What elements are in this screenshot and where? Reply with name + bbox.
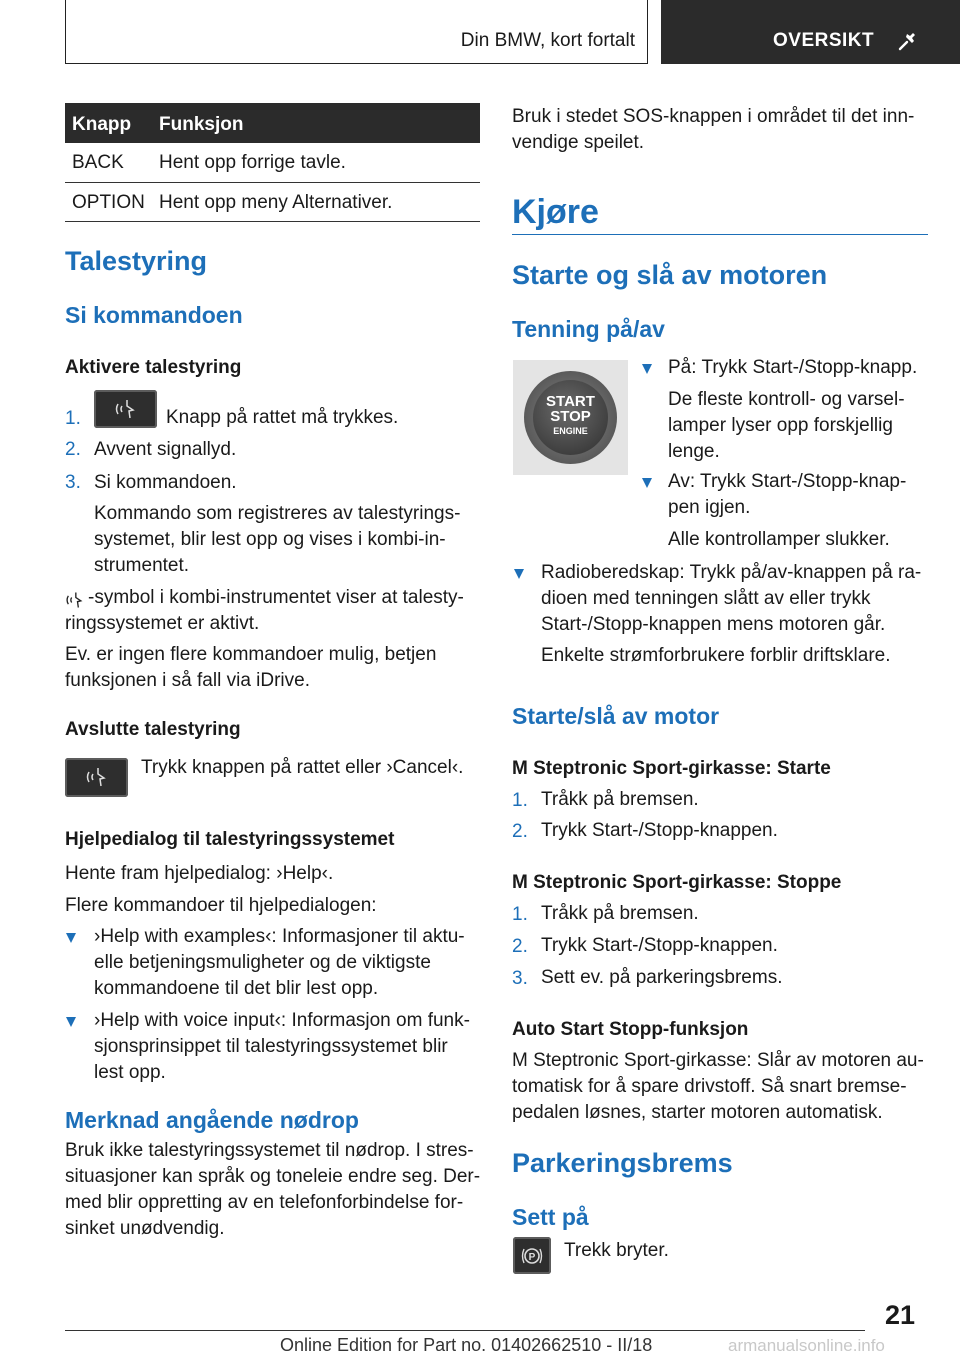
bullet-triangle-icon bbox=[66, 933, 76, 943]
text-line: pedalen løsnes, starter motoren automatisk. bbox=[512, 1102, 883, 1123]
header-section-title: Din BMW, kort fortalt bbox=[460, 30, 635, 51]
text-line: funksjonen i så fall via iDrive. bbox=[65, 670, 310, 691]
table-divider bbox=[65, 221, 480, 222]
no-more-commands bbox=[65, 642, 436, 694]
bullet-triangle-icon bbox=[66, 1017, 76, 1027]
table-divider bbox=[65, 182, 480, 183]
subheading-auto-start-stop: Auto Start Stopp-funksjon bbox=[512, 1019, 749, 1040]
table-cell: Hent opp forrige tavle. bbox=[159, 152, 346, 173]
subheading-activate: Aktivere talestyring bbox=[65, 357, 242, 378]
radio-body: Enkelte strømforbrukere forblir driftsklare. bbox=[541, 645, 891, 666]
auto-start-stop-text bbox=[512, 1048, 924, 1126]
voice-icon bbox=[114, 398, 138, 420]
voice-icon bbox=[85, 766, 109, 788]
symbol-note bbox=[65, 585, 485, 637]
text-line: -symbol i kombi-instrumentet viser at talesty- bbox=[88, 587, 464, 608]
text-line: Ev. er ingen flere kommandoer mulig, betjen bbox=[65, 644, 437, 665]
heading-talestyring: Talestyring bbox=[65, 246, 208, 276]
intro-text bbox=[512, 104, 914, 156]
header-tab[interactable] bbox=[661, 0, 960, 64]
subheading-start: M Steptronic Sport-girkasse: Starte bbox=[512, 758, 831, 779]
step-text: Avvent signallyd. bbox=[94, 439, 237, 460]
text-line: Bruk ikke talestyringssystemet til nødrop. I stres- bbox=[65, 1140, 474, 1161]
subheading-end: Avslutte talestyring bbox=[65, 719, 241, 740]
text-line: ›Help with voice input‹: Informasjon om funk- bbox=[94, 1010, 470, 1031]
step-number: 1. bbox=[512, 790, 528, 811]
text-line: Kommando som registreres av talestyrings- bbox=[94, 503, 461, 524]
text-line: systemet, blir lest opp og vises i kombi-in- bbox=[94, 529, 446, 550]
step3-body bbox=[94, 501, 460, 579]
parking-brake-icon bbox=[520, 1244, 544, 1268]
text-line: M Steptronic Sport-girkasse: Slår av motoren au- bbox=[512, 1050, 924, 1071]
heading-parking-brake: Parkeringsbrems bbox=[512, 1148, 733, 1178]
step-text: Tråkk på bremsen. bbox=[541, 789, 699, 810]
text-line: sjonsprinsippet til talestyringssystemet blir bbox=[94, 1036, 448, 1057]
table-header bbox=[65, 103, 480, 143]
parking-brake-switch-image bbox=[513, 1237, 551, 1274]
text-line: tomatisk for å spare drivstoff. Så snart bremse- bbox=[512, 1076, 907, 1097]
table-col-knapp: Knapp bbox=[72, 114, 132, 135]
table-cell: Hent opp meny Alternativer. bbox=[159, 192, 393, 213]
text-line: ›Help with examples‹: Informasjoner til aktu- bbox=[94, 926, 465, 947]
text-line: situasjoner kan språk og toneleie endre seg. Der- bbox=[65, 1166, 481, 1187]
ignition-on: På: Trykk Start-/Stopp-knapp. bbox=[668, 357, 918, 378]
header-section-box bbox=[65, 0, 648, 64]
heading-rule bbox=[512, 234, 928, 235]
svg-text:P: P bbox=[528, 1252, 536, 1263]
heading-ignition: Tenning på/av bbox=[512, 316, 665, 342]
text-line: sinket unødvendig. bbox=[65, 1218, 225, 1239]
step-text: Trykk Start-/Stopp-knappen. bbox=[541, 935, 778, 956]
step-text: Knapp på rattet må trykkes. bbox=[166, 407, 399, 428]
step-text: Sett ev. på parkeringsbrems. bbox=[541, 967, 783, 988]
heading-start-engine: Starte/slå av motor bbox=[512, 703, 720, 729]
text-line: lest opp. bbox=[94, 1062, 166, 1083]
page-number: 21 bbox=[885, 1300, 916, 1330]
stop-label: STOP bbox=[550, 408, 591, 425]
table-cell: OPTION bbox=[72, 192, 145, 213]
bullet-item bbox=[94, 1008, 470, 1086]
text-line: strumentet. bbox=[94, 555, 190, 576]
table-cell: BACK bbox=[72, 152, 124, 173]
heading-emergency: Merknad angående nødrop bbox=[65, 1107, 359, 1133]
step-number: 2. bbox=[512, 936, 528, 957]
footer-text: Online Edition for Part no. 01402662510 - II/18 bbox=[280, 1335, 653, 1355]
text-line: ringssystemet er aktivt. bbox=[65, 613, 260, 634]
header-tab-label: OVERSIKT bbox=[773, 30, 875, 51]
bullet-triangle-icon bbox=[642, 478, 652, 488]
emergency-text bbox=[65, 1138, 480, 1242]
heading-si-kommandoen: Si kommandoen bbox=[65, 302, 243, 328]
text-line: Radioberedskap: Trykk på/av-knappen på ra- bbox=[541, 562, 922, 583]
text-line: Bruk i stedet SOS-knappen i området til det inn- bbox=[512, 106, 915, 127]
step-text: Si kommandoen. bbox=[94, 472, 237, 493]
step-number: 3. bbox=[512, 968, 528, 989]
start-stop-button-image bbox=[513, 360, 628, 475]
step-number: 2. bbox=[512, 821, 528, 842]
text-line: med blir oppretting av en telefonforbindelse for- bbox=[65, 1192, 464, 1213]
bullet-item bbox=[94, 924, 465, 1002]
bullet-triangle-icon bbox=[514, 569, 524, 579]
subheading-help: Hjelpedialog til talestyringssystemet bbox=[65, 829, 395, 850]
step-number: 1. bbox=[512, 904, 528, 925]
help-more: Flere kommandoer til hjelpedialogen: bbox=[65, 895, 377, 916]
ignition-on-body bbox=[668, 387, 905, 465]
text-line: vendige speilet. bbox=[512, 132, 645, 153]
voice-button-image bbox=[94, 390, 157, 428]
ignition-off bbox=[668, 469, 906, 521]
text-line: lenge. bbox=[668, 441, 720, 462]
text-line: lamper lyser opp forskjellig bbox=[668, 415, 893, 436]
step-number: 3. bbox=[65, 472, 81, 493]
footer-rule bbox=[65, 1330, 865, 1331]
radio-readiness bbox=[541, 560, 921, 638]
text-line: dioen med tenningen slått av eller trykk bbox=[541, 588, 871, 609]
table-col-funksjon: Funksjon bbox=[159, 114, 244, 135]
end-text: Trykk knappen på rattet eller ›Cancel‹. bbox=[141, 757, 464, 778]
step-number: 2. bbox=[65, 439, 81, 460]
help-fetch: Hente fram hjelpedialog: ›Help‹. bbox=[65, 863, 334, 884]
step-text: Trykk Start-/Stopp-knappen. bbox=[541, 820, 778, 841]
pin-icon bbox=[897, 28, 921, 52]
text-line: Av: Trykk Start-/Stopp-knap- bbox=[668, 471, 907, 492]
text-line: De fleste kontroll- og varsel- bbox=[668, 389, 905, 410]
bullet-triangle-icon bbox=[642, 364, 652, 374]
set-text: Trekk bryter. bbox=[564, 1240, 669, 1261]
subheading-stop: M Steptronic Sport-girkasse: Stoppe bbox=[512, 872, 842, 893]
step-number: 1. bbox=[65, 408, 81, 429]
start-label: START bbox=[546, 393, 595, 410]
text-line: elle betjeningsmuligheter og de viktigste bbox=[94, 952, 431, 973]
engine-label: ENGINE bbox=[553, 426, 588, 436]
ignition-off-body: Alle kontrollamper slukker. bbox=[668, 529, 890, 550]
heading-set: Sett på bbox=[512, 1204, 589, 1230]
text-line: Start-/Stopp-knappen mens motoren går. bbox=[541, 614, 886, 635]
heading-kjore: Kjøre bbox=[512, 193, 599, 231]
watermark: armanualsonline.info bbox=[724, 1336, 885, 1356]
heading-start-stop-engine: Starte og slå av motoren bbox=[512, 260, 828, 290]
voice-button-image bbox=[65, 758, 128, 797]
step-text: Tråkk på bremsen. bbox=[541, 903, 699, 924]
text-line: kommandoene til det blir lest opp. bbox=[94, 978, 379, 999]
text-line: pen igjen. bbox=[668, 497, 751, 518]
